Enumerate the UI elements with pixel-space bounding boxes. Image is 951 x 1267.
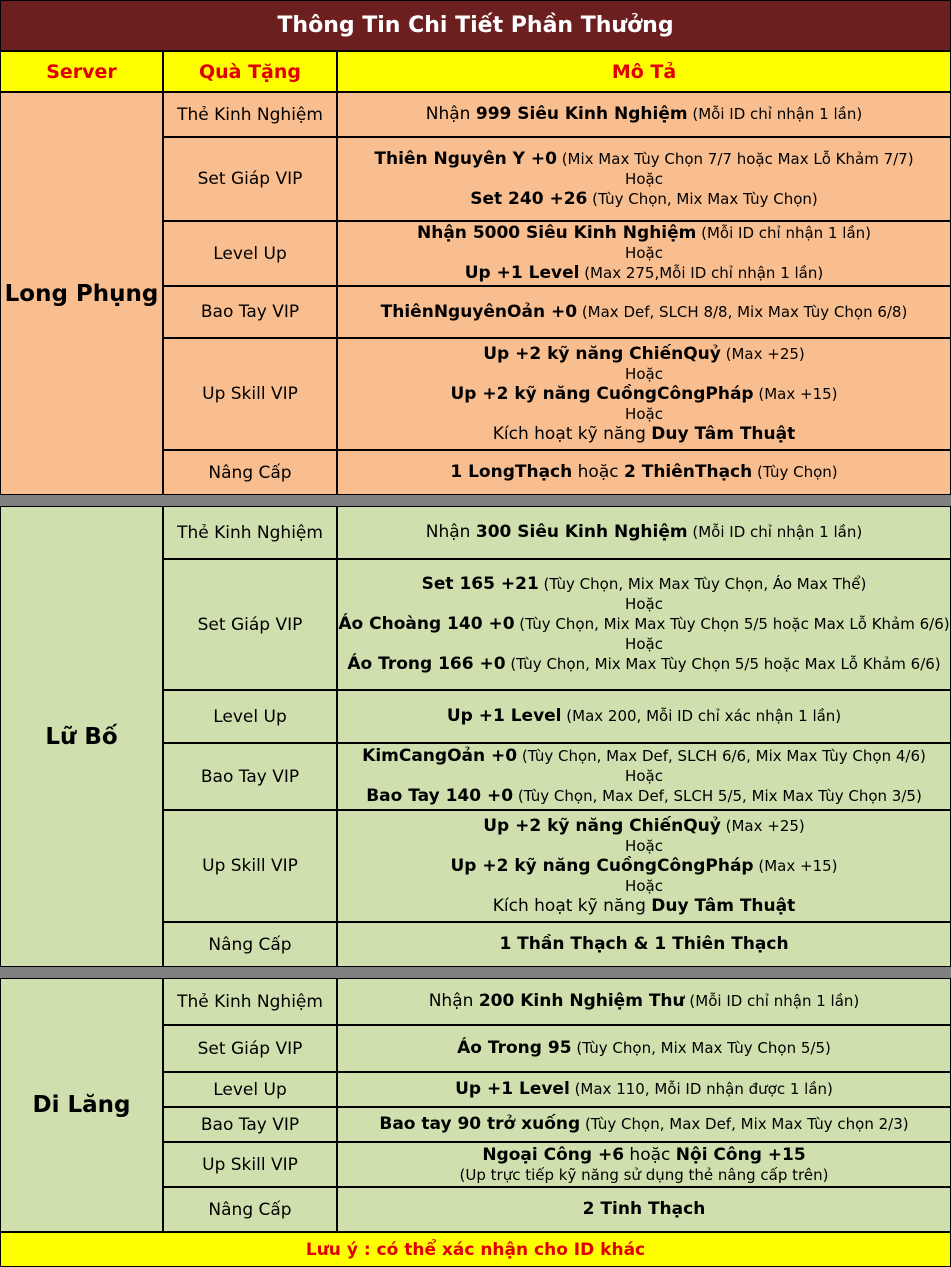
gift-cell: Thẻ Kinh Nghiệm bbox=[163, 506, 337, 559]
gift-cell: Bao Tay VIP bbox=[163, 286, 337, 338]
description-cell bbox=[337, 922, 951, 967]
reward-note: (Max Def, SLCH 8/8, Mix Max Tùy Chọn 6/8) bbox=[577, 302, 908, 321]
reward-note: (Max +25) bbox=[720, 344, 805, 363]
reward-name: Bao tay 90 trở xuống bbox=[379, 1114, 581, 1134]
or-separator: Hoặc bbox=[625, 244, 663, 262]
description-line bbox=[426, 522, 862, 543]
reward-name: Áo Trong 95 bbox=[457, 1038, 572, 1058]
reward-note: (Tùy Chọn, Max Def, SLCH 5/5, Mix Max Tùy Chọn 3/5) bbox=[513, 787, 922, 805]
description-line bbox=[483, 816, 805, 837]
description-line bbox=[450, 856, 837, 877]
description-cell bbox=[337, 1025, 951, 1072]
description-cell bbox=[337, 450, 951, 495]
reward-name: Up +1 Level bbox=[455, 1079, 570, 1099]
gift-cell: Bao Tay VIP bbox=[163, 1107, 337, 1142]
reward-note: (Max +15) bbox=[753, 856, 838, 875]
description-cell bbox=[337, 338, 951, 450]
description-line bbox=[422, 574, 867, 595]
gift-cell: Thẻ Kinh Nghiệm bbox=[163, 978, 337, 1025]
section-separator bbox=[0, 495, 951, 506]
reward-name: Up +1 Level bbox=[464, 263, 580, 283]
description-line bbox=[465, 263, 823, 284]
description-line bbox=[374, 149, 913, 170]
description-line bbox=[493, 896, 795, 917]
description-line bbox=[417, 223, 871, 244]
header-description: Mô Tả bbox=[337, 51, 951, 92]
description-line bbox=[482, 1145, 805, 1166]
description-line bbox=[457, 1038, 831, 1059]
description-cell bbox=[337, 1107, 951, 1142]
gift-cell: Set Giáp VIP bbox=[163, 137, 337, 221]
reward-note: (Tùy Chọn) bbox=[752, 463, 838, 481]
description-line bbox=[429, 991, 860, 1012]
gift-cell: Up Skill VIP bbox=[163, 1142, 337, 1187]
or-separator: Hoặc bbox=[625, 595, 663, 613]
gift-cell: Up Skill VIP bbox=[163, 338, 337, 450]
gift-cell: Bao Tay VIP bbox=[163, 743, 337, 810]
description-line bbox=[450, 462, 837, 483]
reward-note: (Max +15) bbox=[753, 384, 838, 403]
or-separator: Hoặc bbox=[625, 364, 663, 383]
description-line bbox=[483, 344, 805, 365]
reward-note: (Tùy Chọn, Mix Max Tùy Chọn 5/5 hoặc Max Lỗ Khảm 6/6) bbox=[505, 655, 941, 673]
or-separator: Hoặc bbox=[625, 876, 663, 895]
reward-name: ThiênNguyênOản +0 bbox=[380, 301, 578, 322]
page-title: Thông Tin Chi Tiết Phần Thưởng bbox=[0, 0, 951, 51]
reward-note: (Max 200, Mỗi ID chỉ xác nhận 1 lần) bbox=[561, 707, 842, 725]
reward-name: Áo Trong 166 +0 bbox=[347, 654, 506, 674]
header-server: Server bbox=[0, 51, 163, 92]
reward-name: Set 240 +26 bbox=[470, 188, 588, 209]
gift-cell: Thẻ Kinh Nghiệm bbox=[163, 92, 337, 137]
description-cell bbox=[337, 1187, 951, 1232]
description-cell bbox=[337, 559, 951, 690]
description-cell bbox=[337, 286, 951, 338]
description-line bbox=[381, 302, 908, 323]
description-cell bbox=[337, 743, 951, 810]
reward-note: (Mix Max Tùy Chọn 7/7 hoặc Max Lỗ Khảm 7/7) bbox=[556, 149, 914, 168]
description-line bbox=[447, 706, 841, 727]
description-cell bbox=[337, 92, 951, 137]
reward-name: Bao Tay 140 +0 bbox=[366, 786, 514, 806]
reward-name: Nội Công +15 bbox=[675, 1145, 806, 1165]
reward-note: (Mỗi ID chỉ nhận 1 lần) bbox=[684, 992, 860, 1010]
reward-name: 200 Kinh Nghiệm Thư bbox=[478, 991, 685, 1011]
reward-note: (Tùy Chọn, Mix Max Tùy Chọn 5/5 hoặc Max Lỗ Khảm 6/6) bbox=[514, 615, 950, 633]
description-line bbox=[379, 1114, 908, 1135]
description-connector: hoặc bbox=[624, 1145, 676, 1165]
reward-name: 1 LongThạch bbox=[450, 462, 573, 482]
gift-cell: Level Up bbox=[163, 221, 337, 286]
reward-name: 1 Thần Thạch & 1 Thiên Thạch bbox=[499, 934, 789, 954]
description-line bbox=[493, 424, 795, 445]
gift-cell: Set Giáp VIP bbox=[163, 559, 337, 690]
gift-cell: Up Skill VIP bbox=[163, 810, 337, 922]
reward-note: (Tùy Chọn, Mix Max Tùy Chọn) bbox=[587, 189, 818, 208]
reward-name: Up +2 kỹ năng CuồngCôngPháp bbox=[450, 383, 754, 404]
reward-name: Set 165 +21 bbox=[421, 574, 539, 594]
description-cell bbox=[337, 221, 951, 286]
reward-name: 300 Siêu Kinh Nghiệm bbox=[475, 522, 688, 542]
section-separator bbox=[0, 967, 951, 978]
description-cell bbox=[337, 978, 951, 1025]
gift-cell: Nâng Cấp bbox=[163, 450, 337, 495]
reward-name: Up +1 Level bbox=[446, 706, 562, 726]
gift-cell: Level Up bbox=[163, 1072, 337, 1107]
reward-name: Up +2 kỹ năng ChiếnQuỷ bbox=[483, 343, 721, 364]
server-name-cell: Long Phụng bbox=[0, 92, 163, 495]
description-cell bbox=[337, 690, 951, 743]
reward-name: Up +2 kỹ năng ChiếnQuỷ bbox=[483, 815, 721, 836]
description-prefix: Kích hoạt kỹ năng bbox=[492, 895, 652, 916]
description-line bbox=[426, 104, 862, 125]
description-line bbox=[366, 786, 922, 807]
reward-name: Ngoại Công +6 bbox=[482, 1145, 625, 1165]
description-prefix: Kích hoạt kỹ năng bbox=[492, 423, 652, 444]
description-line bbox=[362, 746, 926, 767]
header-gift: Quà Tặng bbox=[163, 51, 337, 92]
description-line bbox=[470, 189, 818, 210]
gift-cell: Nâng Cấp bbox=[163, 1187, 337, 1232]
or-separator: Hoặc bbox=[625, 404, 663, 423]
description-cell bbox=[337, 1142, 951, 1187]
description-cell bbox=[337, 1072, 951, 1107]
description-cell bbox=[337, 137, 951, 221]
server-name-cell: Di Lăng bbox=[0, 978, 163, 1232]
reward-name: 2 Tinh Thạch bbox=[582, 1199, 706, 1219]
reward-name: 999 Siêu Kinh Nghiệm bbox=[475, 104, 688, 124]
or-separator: Hoặc bbox=[625, 635, 663, 653]
gift-cell: Set Giáp VIP bbox=[163, 1025, 337, 1072]
description-prefix: Nhận bbox=[428, 991, 479, 1011]
description-line bbox=[347, 654, 940, 675]
reward-note: (Max 110, Mỗi ID nhận được 1 lần) bbox=[569, 1080, 833, 1098]
description-line bbox=[499, 934, 788, 955]
reward-name: Duy Tâm Thuật bbox=[651, 423, 796, 444]
gift-cell: Level Up bbox=[163, 690, 337, 743]
or-separator: Hoặc bbox=[625, 169, 663, 188]
reward-note: (Max +25) bbox=[720, 816, 805, 835]
server-name-cell: Lữ Bố bbox=[0, 506, 163, 967]
reward-name: Thiên Nguyên Y +0 bbox=[374, 148, 557, 169]
reward-note: (Tùy Chọn, Mix Max Tùy Chọn, Áo Max Thể) bbox=[538, 575, 867, 593]
reward-note: (Tùy Chọn, Max Def, Mix Max Tùy chọn 2/3) bbox=[580, 1115, 909, 1133]
gift-cell: Nâng Cấp bbox=[163, 922, 337, 967]
or-separator: Hoặc bbox=[625, 836, 663, 855]
description-cell bbox=[337, 506, 951, 559]
description-cell bbox=[337, 810, 951, 922]
reward-name: 2 ThiênThạch bbox=[623, 462, 753, 482]
description-prefix: Nhận bbox=[425, 522, 476, 542]
or-separator: Hoặc bbox=[625, 767, 663, 785]
reward-note: (Tùy Chọn, Mix Max Tùy Chọn 5/5) bbox=[571, 1039, 831, 1057]
reward-name: Áo Choàng 140 +0 bbox=[338, 614, 515, 634]
description-prefix: Nhận bbox=[425, 104, 476, 124]
description-subnote: (Up trực tiếp kỹ năng sử dụng thẻ nâng cấp trên) bbox=[459, 1166, 829, 1184]
footer-note: Lưu ý : có thể xác nhận cho ID khác bbox=[0, 1232, 951, 1267]
reward-name: Nhận 5000 Siêu Kinh Nghiệm bbox=[417, 223, 697, 243]
reward-note: (Tùy Chọn, Max Def, SLCH 6/6, Mix Max Tùy Chọn 4/6) bbox=[517, 747, 926, 765]
description-connector: hoặc bbox=[572, 462, 624, 482]
reward-name: KimCangOản +0 bbox=[362, 746, 518, 766]
reward-note: (Max 275,Mỗi ID chỉ nhận 1 lần) bbox=[579, 264, 824, 282]
description-line bbox=[583, 1199, 706, 1220]
description-line bbox=[450, 384, 837, 405]
reward-note: (Mỗi ID chỉ nhận 1 lần) bbox=[687, 105, 863, 123]
reward-note: (Mỗi ID chỉ nhận 1 lần) bbox=[696, 224, 871, 242]
description-line bbox=[338, 614, 949, 635]
description-line bbox=[455, 1079, 833, 1100]
reward-note: (Mỗi ID chỉ nhận 1 lần) bbox=[687, 523, 863, 541]
reward-name: Up +2 kỹ năng CuồngCôngPháp bbox=[450, 855, 754, 876]
reward-name: Duy Tâm Thuật bbox=[651, 895, 796, 916]
